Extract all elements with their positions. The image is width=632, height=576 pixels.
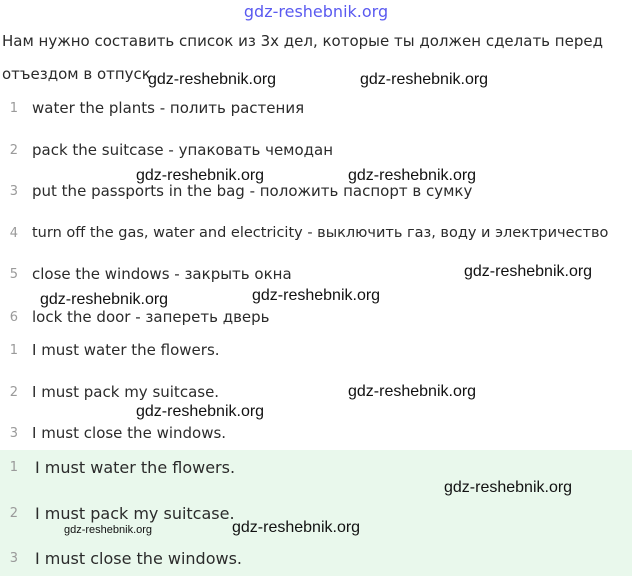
item-number: 1 <box>9 342 18 358</box>
answer-box <box>0 450 632 576</box>
watermark: gdz-reshebnik.org <box>40 291 169 308</box>
item-text: pack the suitcase - упаковать чемодан <box>32 141 334 159</box>
item-number: 3 <box>9 183 18 199</box>
list-item <box>0 499 235 527</box>
item-number: 1 <box>9 459 18 475</box>
item-number: 3 <box>9 550 18 566</box>
intro-line-2: отъездом в отпуск <box>2 65 151 83</box>
list-item <box>0 94 304 122</box>
list-item <box>0 260 292 288</box>
watermark: gdz-reshebnik.org <box>252 287 381 304</box>
watermark: gdz-reshebnik.org <box>136 403 265 420</box>
item-text: turn off the gas, water and electricity - выключить газ, воду и электричество <box>32 225 609 241</box>
list-item <box>0 378 219 406</box>
intro-line-1: Нам нужно составить список из 3х дел, которые ты должен сделать перед <box>2 32 603 50</box>
watermark: gdz-reshebnik.org <box>148 71 277 88</box>
item-number: 5 <box>9 266 18 282</box>
watermark: gdz-reshebnik.org <box>232 519 361 536</box>
list-item <box>0 136 333 164</box>
list-item <box>0 336 220 364</box>
item-text: I must water the flowers. <box>32 341 220 359</box>
list-item <box>0 453 235 481</box>
item-text: I must pack my suitcase. <box>32 383 220 401</box>
watermark: gdz-reshebnik.org <box>64 524 153 536</box>
item-number: 2 <box>9 384 18 400</box>
item-text: water the plants - полить растения <box>32 99 305 117</box>
item-number: 2 <box>9 142 18 158</box>
item-number: 3 <box>9 425 18 441</box>
item-number: 6 <box>9 309 18 325</box>
watermark: gdz-reshebnik.org <box>360 71 489 88</box>
watermark: gdz-reshebnik.org <box>136 167 265 184</box>
watermark: gdz-reshebnik.org <box>348 167 477 184</box>
list-item <box>0 219 608 247</box>
item-text: I must pack my suitcase. <box>35 503 235 523</box>
list-item <box>0 419 226 447</box>
item-text: lock the door - запереть дверь <box>32 308 270 326</box>
item-text: I must water the flowers. <box>35 457 236 477</box>
item-number: 4 <box>9 225 18 241</box>
watermark: gdz-reshebnik.org <box>444 479 573 496</box>
item-number: 1 <box>9 100 18 116</box>
site-header-watermark: gdz-reshebnik.org <box>243 2 389 21</box>
item-text: put the passports in the bag - положить паспорт в сумку <box>32 182 473 200</box>
item-text: I must close the windows. <box>32 424 227 442</box>
list-item <box>0 544 242 572</box>
item-text: close the windows - закрыть окна <box>32 265 292 283</box>
watermark: gdz-reshebnik.org <box>348 383 477 400</box>
item-number: 2 <box>9 505 18 521</box>
item-text: I must close the windows. <box>35 548 242 568</box>
watermark: gdz-reshebnik.org <box>464 263 593 280</box>
